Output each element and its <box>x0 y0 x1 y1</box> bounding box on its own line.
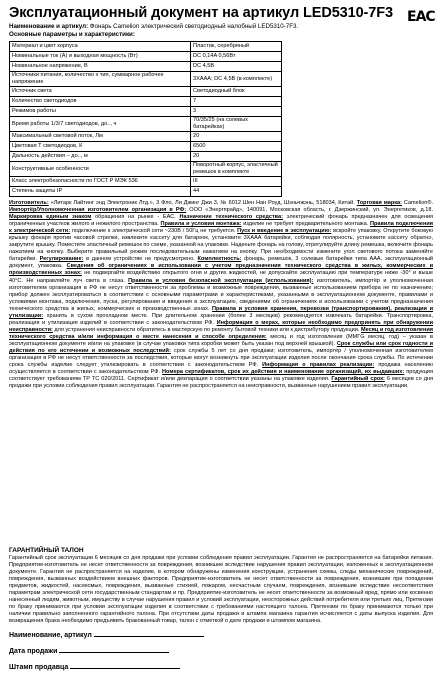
field-sale-date-line[interactable] <box>59 645 169 653</box>
sales-rules-text: продажа населению осуществляется в соответствии с законодательством РФ. <box>9 362 433 376</box>
certificates-text: продукция соответствует требованиям ТР ТС 020/2011. Сертификат и/или декларация о соответствии указаны на упаковке изделия. <box>9 369 433 383</box>
param-name: Номинальные ток (А) и выходная мощность (Вт) <box>10 52 191 62</box>
regulation-label: Регулирование: <box>39 256 84 263</box>
startup-label: Пуск и введение в эксплуатацию: <box>237 228 332 235</box>
params-heading: Основные параметры и характеристики: <box>9 31 135 38</box>
importer-text: ООО «Энергпрайд», 140091, Московская область, г. Дзержинский, ул. Энергетиков, д.18. <box>186 207 433 214</box>
param-value: Пластик, серебряный <box>191 42 282 52</box>
param-row <box>10 62 282 72</box>
field-product-name <box>9 629 433 641</box>
param-value: 6500 <box>191 142 282 152</box>
malfunction-label: Информация о мерах, которые необходимо предпринять при обнаружении неисправности: <box>9 319 433 333</box>
product-name-value: Фонарь Camelion электрический светодиодный налобный LED5310-7F3. <box>88 23 299 30</box>
param-name: Время работы 1/3/7 светодиодов, до.., ч <box>10 117 191 132</box>
purpose-label: Назначение технического средства: <box>179 214 283 221</box>
contents-text: фонарь, ремешок, 3 солевые батарейки типа ААА, эксплуатационный документ, упаковка. <box>9 256 433 270</box>
marking-label: Маркировка единым знаком <box>9 214 92 221</box>
warranty-fields <box>9 629 433 673</box>
param-row <box>10 42 282 52</box>
param-row <box>10 132 282 142</box>
malfunction-text: для устранения неисправности обратитесь в мастерскую по ремонту бытовой техники или к дистрибутору продукции. <box>52 326 361 333</box>
param-value: 20 <box>191 132 282 142</box>
trademark-label: Торговая марка: <box>356 200 402 206</box>
param-name: Источники питания, количество х тип, суммарное рабочее напряжение <box>10 72 191 87</box>
param-value: 44 <box>191 187 282 197</box>
restrictions-text: не подвергайте воздействию открытого огня и других жидкостей, не допускайте эксплуатацию при температуре ниже -30° и выше 40°С. Не направляйте луч света в глаза. <box>9 270 433 284</box>
field-product-name-label: Наименование, артикул <box>9 632 92 640</box>
document-body <box>9 200 433 545</box>
marking-text: обращения на рынке - ЕАС. <box>91 214 180 221</box>
param-row <box>10 72 282 87</box>
storage-label: Правила и условия хранения, перевозки (транспортирования), реализации и утилизации: <box>9 305 433 319</box>
param-name: Степень защиты IP <box>10 187 191 197</box>
param-row <box>10 162 282 177</box>
warranty-period-label: Гарантийный срок: <box>331 376 385 383</box>
connection-text: подключение к электрической сети ~230В / 50Гц не требуется. <box>70 228 238 235</box>
param-name: Источник света <box>10 87 191 97</box>
param-value: DC 4,5В <box>191 62 282 72</box>
restrictions-label: Сведения об ограничениях в использовании с учетом предназначения технического средства в жилых, коммерческих и производственных зонах: <box>9 263 433 277</box>
startup-text: вскройте упаковку. Открутите боковую крышку фонаря против часовой стрелки, извлеките кассету для батареек, установите 3ХААА батарейки, соблюдая полярность, установите кассету обратно, закрутите крышку. Поместите эластичный ремешок по схеме, указанной на упаковке. Наденьте фонарь на голову, отрегулируйте длину ремешка, включите фонарь нажатием на кнопку. Выберите правильный режим последовательным нажатием на кнопку. При необходимости измените угол светового потока заменяйте батарейки. <box>9 228 433 263</box>
param-value: 70/35/25 (на солевых батарейках) <box>191 117 282 132</box>
param-value: 3ХААА; DC 4,5В (в комплекте) <box>191 72 282 87</box>
param-name: Материал и цвет корпуса <box>10 42 191 52</box>
param-value: DC 0,14A 0,56Вт <box>191 52 282 62</box>
param-row <box>10 187 282 197</box>
param-row <box>10 142 282 152</box>
param-row <box>10 107 282 117</box>
purpose-text: электрический фонарь предназначен для освещения ограниченных участков жилого и нежилого пространства. <box>9 214 433 228</box>
mounting-label: Правила и условия монтажа: <box>160 221 242 228</box>
field-sale-date <box>9 645 433 657</box>
param-value: 20 <box>191 152 282 162</box>
warranty-period-text: 6 месяцев со дня продажи при условии соблюдения правил эксплуатации. Гарантия не распространяется на неисправности, вызванные нарушением правил эксплуатации. <box>9 376 433 390</box>
product-name-line <box>9 23 433 31</box>
param-value: 3 <box>191 107 282 117</box>
field-sale-date-label: Дата продажи <box>9 648 58 656</box>
body-paragraph <box>9 200 433 390</box>
param-name: Номинальное напряжение, В <box>10 62 191 72</box>
param-value: Светодиодный блок <box>191 87 282 97</box>
manufacturer-text: «Литарк Лайтинг энд Электроник Лтд.», 3 Фло, Ли Джинг Джи 3, № 6012 Шен Нан Роуд, Шэньчжэнь, 518034, Китай. <box>48 200 357 206</box>
param-name: Цветовая Т светодиодов, К <box>10 142 191 152</box>
param-name: Конструктивные особенности <box>10 162 191 177</box>
field-product-name-line[interactable] <box>94 629 204 637</box>
field-seller-stamp <box>9 661 433 673</box>
param-row <box>10 87 282 97</box>
param-name: Дальность действия – до.., м <box>10 152 191 162</box>
manufacture-date-label: Месяц и год изготовления технического средства и/или информация о месте нанесения и способе определения: <box>9 326 433 340</box>
document-title: Эксплуатационный документ на артикул LED5310-7F3 <box>9 5 393 21</box>
params-table <box>9 41 282 197</box>
safety-text: изготовитель, импортёр и уполномоченная изготовителем организация в РФ не несут ответственности за проблемы и возможные повреждения, вызванные использованием прибора не по назначению; прибор должен эксплуатироваться в соответствии с основными параметрами и характеристиками, указанными в эксплуатационном документе, правилами и условиями монтажа, подключения, пуска, регулирования и введения в эксплуатацию, сведениями об ограничениях в использовании с учетом предназначения технического средства в жилых, коммерческих и производственных зонах. <box>9 277 433 312</box>
trademark-text: Camelion®. <box>402 200 433 206</box>
storage-text: хранить в сухом прохладном месте. При длительном хранении (более 3 месяцев) рекомендуется извлекать батарейки. Транспортировка, реализация и утилизация изделий в соответствии с законодательством РФ. <box>9 312 433 326</box>
service-life-text: срок службы 5 лет со дня продажи; изготовитель, импортёр / уполномоченная изготовителем организация в РФ не несут ответственности за последствия, которые могут возникнуть при эксплуатации изделия после окончания срока службы. По истечении срока службы изделие следует утилизировать в соответствии с законодательством РФ. <box>9 347 433 369</box>
param-value: 7 <box>191 97 282 107</box>
mounting-text: изделие не требует предварительного монтажа. <box>241 221 370 228</box>
connection-label: Правила подключения к электрической сети: <box>9 221 433 235</box>
importer-label: Импортёр/Уполномоченная изготовителем организация в РФ: <box>9 207 187 214</box>
param-name: Режимов работы <box>10 107 191 117</box>
safety-label: Правила и условия безопасной эксплуатации (использования): <box>128 277 314 284</box>
param-row <box>10 152 282 162</box>
certificates-label: Номера сертификатов, срок их действия и наименование организаций, их выдавших: <box>162 369 405 376</box>
param-row <box>10 177 282 187</box>
regulation-text: в данном устройстве не предусмотрено. <box>83 256 198 263</box>
sales-rules-label: Информация о правилах реализации: <box>262 362 375 369</box>
param-row <box>10 97 282 107</box>
manufacturer-label: Изготовитель: <box>9 200 49 206</box>
param-row <box>10 52 282 62</box>
field-seller-stamp-label: Штамп продавца <box>9 664 69 672</box>
manufacture-date-text: месяц и год изготовления (MMГG месяц, год) – указан в эксплуатационном документе и/или на упаковке (в случае упаковки типа коробки может быть указан под верхней крышкой). <box>9 333 433 347</box>
param-name: Количество светодиодов <box>10 97 191 107</box>
param-name: Класс электробезопасности по ГОСТ Р МЭК 536 <box>10 177 191 187</box>
eac-mark: EAC <box>407 9 435 25</box>
product-name-label: Наименование и артикул: <box>9 23 89 30</box>
contents-label: Комплектность: <box>197 256 242 263</box>
param-value: III <box>191 177 282 187</box>
service-life-label: Срок службы или срок годности и действия по его истечении и возможных последствий: <box>9 340 433 354</box>
warranty-text: Гарантийный срок эксплуатации 6 месяцев со дня продажи при условии соблюдения правил эксплуатации. Гарантия не распространяется на батарейки питания. Предприятие-изготовитель не несет ответственности за повреждения, возникшие вследствие нарушения правил эксплуатации, изложенных в эксплуатационном документе. Гарантия не распространяется на изделие, в котором обнаружены изменения конструкции, устранения схемы, следы механических повреждений, повреждения, вызванных воздействием внешних факторов. Предприятие-изготовитель не несет ответственности за повреждения, возникшие при попадении предметов, жидкостей, насекомых, повреждения, вызванные стихией, пожаром, несчастным случаем, повреждения, возникшие вследствие несоответствия параметрам электрической сети государственным стандартам и пр. Предприятие-изготовитель не несет ответственности за возможный вред, прямо или косвенно нанесенный людям, животным, имуществу в случае нарушения правил и условий эксплуатации, неосторожных действий потребителя или третьих лиц. Претензии по браку принимаются при условии эксплуатации изделия в соответствии с требованиями настоящего талона. Претензии по браку принимаются только при наличии правильно заполненного гарантийного талона. При отсутствии даты продажи и штампа магазина гарантия исчисляется с даты выпуска изделия. Для возвращения брака необходимо предъявить бракованный товар, талон с отметкой о дате продажи и штампом магазина. <box>9 555 433 625</box>
param-value: Поворотный корпус, эластичный ремешок в комплекте <box>191 162 282 177</box>
param-name: Максимальный световой поток, Лм <box>10 132 191 142</box>
param-row <box>10 117 282 132</box>
field-seller-stamp-line[interactable] <box>70 661 180 669</box>
warranty-title: ГАРАНТИЙНЫЙ ТАЛОН <box>9 547 84 554</box>
